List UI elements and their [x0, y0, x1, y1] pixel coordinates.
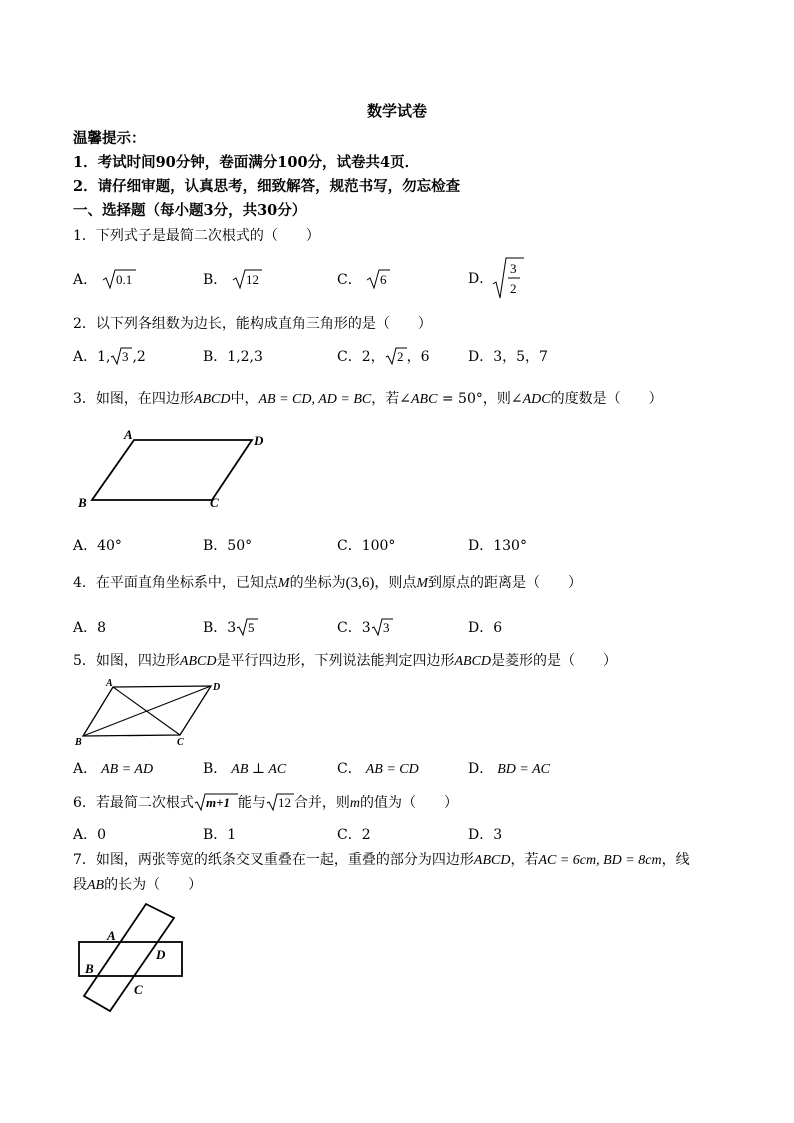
- math-expr: (3,6): [345, 575, 375, 591]
- q4-option-c: [337, 617, 393, 637]
- point-label-d: D: [156, 947, 166, 962]
- q2-option-b: B．1,2,3: [203, 349, 263, 365]
- option-text: B．3: [203, 620, 237, 636]
- stem-part: 是菱形的是（ ）: [491, 653, 618, 669]
- q7-paper-strips-figure: [74, 900, 194, 1015]
- q4-option-b: [203, 617, 258, 637]
- math-expr: AB = CD: [365, 762, 419, 777]
- math-var: m: [349, 796, 361, 811]
- math-expr: AB = AD: [101, 762, 154, 777]
- math-var: M: [277, 576, 290, 591]
- fraction-radical-icon: [492, 256, 524, 300]
- radicand: 3: [122, 349, 129, 364]
- q4-stem: [73, 572, 582, 592]
- q5-option-d: [468, 758, 550, 778]
- q3-option-c: C．100°: [337, 538, 396, 554]
- stem-part: 段: [73, 877, 87, 893]
- stem-part: 7．如图，两张等宽的纸条交叉重叠在一起，重叠的部分为四边形: [73, 852, 474, 868]
- radical-sign-icon: [385, 346, 407, 366]
- point-label-c: C: [134, 982, 143, 997]
- q2-option-a: [73, 346, 146, 366]
- stem-part: ，则点: [374, 575, 417, 591]
- math-var: AB: [87, 878, 105, 893]
- diagonal-bd: [83, 686, 211, 736]
- q1-option-a: [73, 268, 136, 290]
- point-label-b: B: [75, 737, 82, 748]
- stem-part: 的长为（ ）: [104, 877, 203, 893]
- math-expr: AB ⊥ AC: [231, 762, 287, 777]
- stem-part: 的度数是（ ）: [550, 391, 663, 407]
- section-heading: 一、选择题（每小题3分，共30分）: [73, 202, 307, 219]
- option-label: B．: [203, 272, 228, 288]
- point-label-c: C: [177, 737, 184, 748]
- option-label: A．: [73, 272, 98, 288]
- option-label: D．: [468, 761, 494, 777]
- option-label: D．: [468, 271, 494, 287]
- q2-option-c: [337, 346, 430, 366]
- math-var: ABCD: [454, 654, 492, 669]
- point-label-c: C: [210, 495, 219, 510]
- q5-option-b: [203, 758, 286, 778]
- stem-part: ，若∠: [371, 391, 411, 407]
- q4-option-d: D．6: [468, 620, 503, 636]
- radical-sign-icon: [266, 792, 294, 812]
- option-text: A．1,: [73, 349, 111, 365]
- q6-option-d: D．3: [468, 827, 503, 843]
- q2-stem: 2．以下列各组数为边长，能构成直角三角形的是（ ）: [73, 316, 432, 332]
- math-var: ABC: [410, 392, 438, 407]
- stem-part: 6．若最简二次根式: [73, 795, 194, 811]
- radical-sign-icon: [102, 268, 136, 290]
- stem-part: 5．如图，四边形: [73, 653, 180, 669]
- horizontal-strip: [79, 942, 182, 976]
- q3-option-a: A．40°: [73, 538, 122, 554]
- q2-option-d: D．3，5，7: [468, 349, 548, 365]
- tips-line-1: 1．考试时间90分钟，卷面满分100分，试卷共4页．: [73, 154, 420, 171]
- stem-part: 的坐标为: [289, 575, 346, 591]
- option-label: C．: [337, 272, 362, 288]
- option-label: B．: [203, 761, 228, 777]
- option-text: C．3: [337, 620, 371, 636]
- stem-part: 到原点的距离是（ ）: [428, 575, 583, 591]
- q5-option-c: [337, 758, 419, 778]
- q5-option-a: [73, 758, 153, 778]
- fraction-numerator: 3: [510, 261, 517, 276]
- option-label: C．: [337, 761, 362, 777]
- radicand: 0.1: [115, 272, 132, 287]
- radicand: 2: [396, 349, 404, 364]
- radical-sign-icon: [194, 792, 238, 812]
- stem-part: = 50°，则∠: [437, 391, 523, 407]
- q5-stem: [73, 650, 617, 670]
- stem-part: 是平行四边形，下列说法能判定四边形: [216, 653, 455, 669]
- point-label-b: B: [85, 961, 94, 976]
- math-var: ABCD: [473, 853, 511, 868]
- option-text-tail: ,2: [132, 349, 146, 365]
- tips-line-2: 2．请仔细审题，认真思考，细致解答，规范书写，勿忘检查: [73, 178, 461, 195]
- tips-heading: 温馨提示：: [73, 130, 146, 147]
- math-var: ABCD: [193, 392, 231, 407]
- radical-sign-icon: [366, 268, 390, 290]
- option-text: C．2，: [337, 349, 385, 365]
- point-label-d: D: [213, 682, 221, 693]
- q6-stem: [73, 792, 458, 812]
- q6-option-c: C．2: [337, 827, 371, 843]
- math-var: ABCD: [179, 654, 217, 669]
- q3-parallelogram-figure: [72, 428, 272, 513]
- stem-part: 的值为（ ）: [360, 795, 459, 811]
- stem-part: 3．如图，在四边形: [73, 391, 194, 407]
- radicand: 6: [380, 272, 387, 287]
- point-label-a: A: [107, 928, 116, 943]
- q1-option-b: [203, 268, 262, 290]
- q1-stem: 1．下列式子是最简二次根式的（ ）: [73, 228, 320, 244]
- radical-sign-icon: [371, 617, 393, 637]
- stem-part: 能与: [237, 795, 266, 811]
- option-label: A．: [73, 761, 98, 777]
- q3-stem: [73, 388, 663, 408]
- radicand: 12: [277, 795, 291, 810]
- stem-part: ，若: [510, 852, 539, 868]
- point-label-a: A: [124, 428, 133, 442]
- radicand: 12: [245, 272, 259, 287]
- radical-sign-icon: [236, 617, 258, 637]
- q6-option-a: A．0: [73, 827, 107, 843]
- radical-sign-icon: [232, 268, 262, 290]
- math-expr: BD = AC: [497, 762, 550, 777]
- math-var: M: [416, 576, 429, 591]
- stem-part: 合并，则: [293, 795, 350, 811]
- q3-option-d: D．130°: [468, 538, 527, 554]
- option-text-tail: ，6: [406, 349, 430, 365]
- radicand: m+1: [205, 795, 230, 810]
- page-title: 数学试卷: [366, 102, 427, 120]
- q4-option-a: A．8: [73, 620, 107, 636]
- q6-option-b: B．1: [203, 827, 237, 843]
- radical-sign-icon: [110, 346, 132, 366]
- point-label-d: D: [254, 433, 264, 448]
- q1-option-d: [468, 268, 493, 288]
- point-label-a: A: [106, 678, 113, 689]
- fraction-denominator: 2: [510, 281, 517, 296]
- q7-stem-line-2: [73, 874, 202, 894]
- q5-parallelogram-figure: [68, 676, 238, 750]
- math-expr: AB = CD, AD = BC: [258, 392, 372, 407]
- q3-option-b: B．50°: [203, 538, 253, 554]
- radicand: 5: [248, 620, 255, 635]
- parallelogram-shape: [92, 440, 252, 500]
- q7-stem-line-1: [73, 849, 690, 869]
- math-var: ADC: [522, 392, 551, 407]
- stem-part: 4．在平面直角坐标系中，已知点: [73, 575, 278, 591]
- math-expr: AC = 6cm, BD = 8cm: [538, 853, 662, 868]
- stem-part: ，线: [661, 852, 690, 868]
- radicand: 3: [382, 620, 390, 635]
- point-label-b: B: [78, 495, 87, 510]
- stem-part: 中，: [230, 391, 259, 407]
- q1-option-c: [337, 268, 390, 290]
